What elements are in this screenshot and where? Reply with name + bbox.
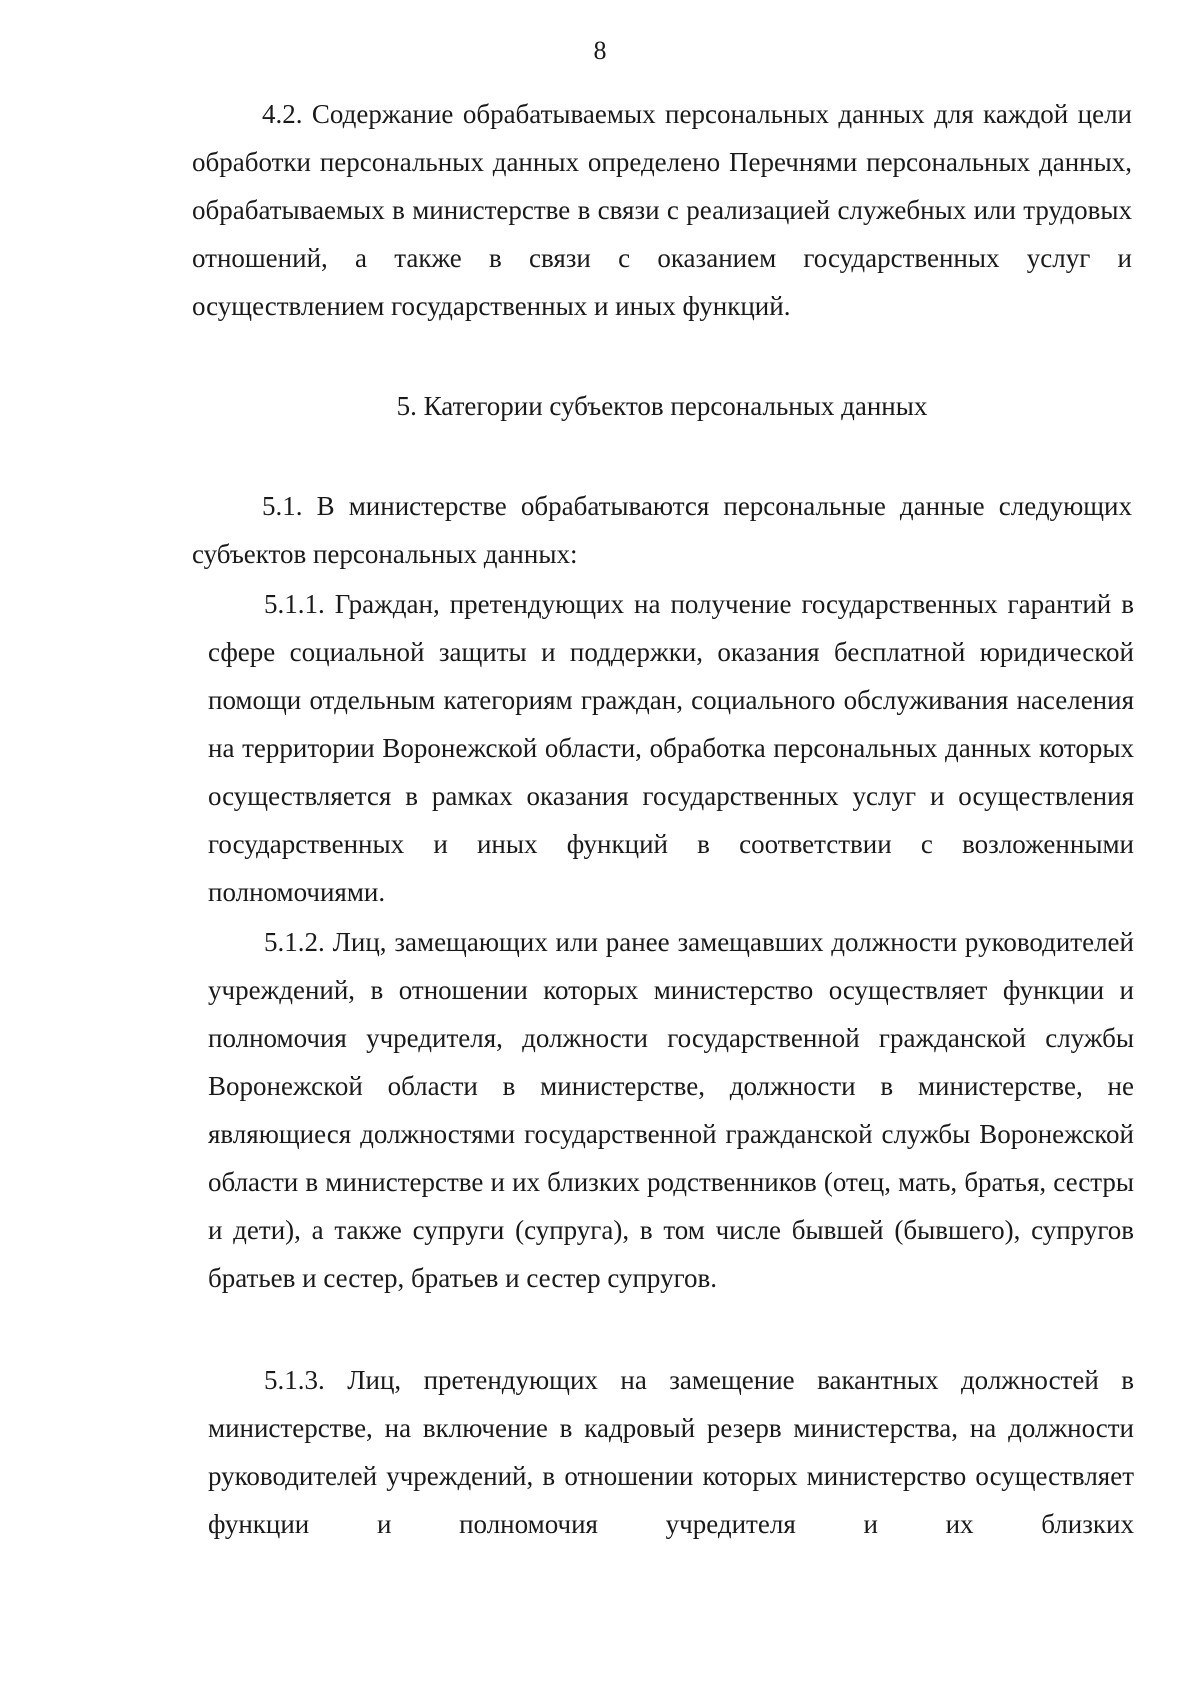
page-number: 8	[593, 36, 607, 65]
paragraph-5-1-2: 5.1.2. Лиц, замещающих или ранее замещавших должности руководителей учреждений, в отношении которых министерство осуществляет функции и полномочия учредителя, должности государственной гражданской службы Воронежской области в министерстве, должности в министерстве, не являющиеся должностями государственной гражданской службы Воронежской области в министерстве и их близких родственников (отец, мать, братья, сестры и дети), а также супруги (супруга), в том числе бывшей (бывшего), супругов братьев и сестер, братьев и сестер супругов.	[208, 927, 1134, 1293]
paragraph-4-2: 4.2. Содержание обрабатываемых персональных данных для каждой цели обработки персональных данных определено Перечнями персональных данных, обрабатываемых в министерстве в связи с реализацией служебных или трудовых отношений, а также в связи с оказанием государственных услуг и осуществлением государственных и иных функций.	[192, 99, 1132, 321]
paragraph-5-1-3: 5.1.3. Лиц, претендующих на замещение вакантных должностей в министерстве, на включение в кадровый резерв министерства, на должности руководителей учреждений, в отношении которых министерство осуществляет функции и полномочия учредителя и их близких	[208, 1365, 1134, 1539]
paragraph-5-1: 5.1. В министерстве обрабатываются персональные данные следующих субъектов персональных данных:	[192, 491, 1132, 569]
section-heading-5: 5. Категории субъектов персональных данных	[396, 391, 928, 421]
paragraph-5-1-1: 5.1.1. Граждан, претендующих на получение государственных гарантий в сфере социальной защиты и поддержки, оказания бесплатной юридической помощи отдельным категориям граждан, социального обслуживания населения на территории Воронежской области, обработка персональных данных которых осуществляется в рамках оказания государственных услуг и осуществления государственных и иных функций в соответствии с возложенными полномочиями.	[208, 589, 1134, 907]
